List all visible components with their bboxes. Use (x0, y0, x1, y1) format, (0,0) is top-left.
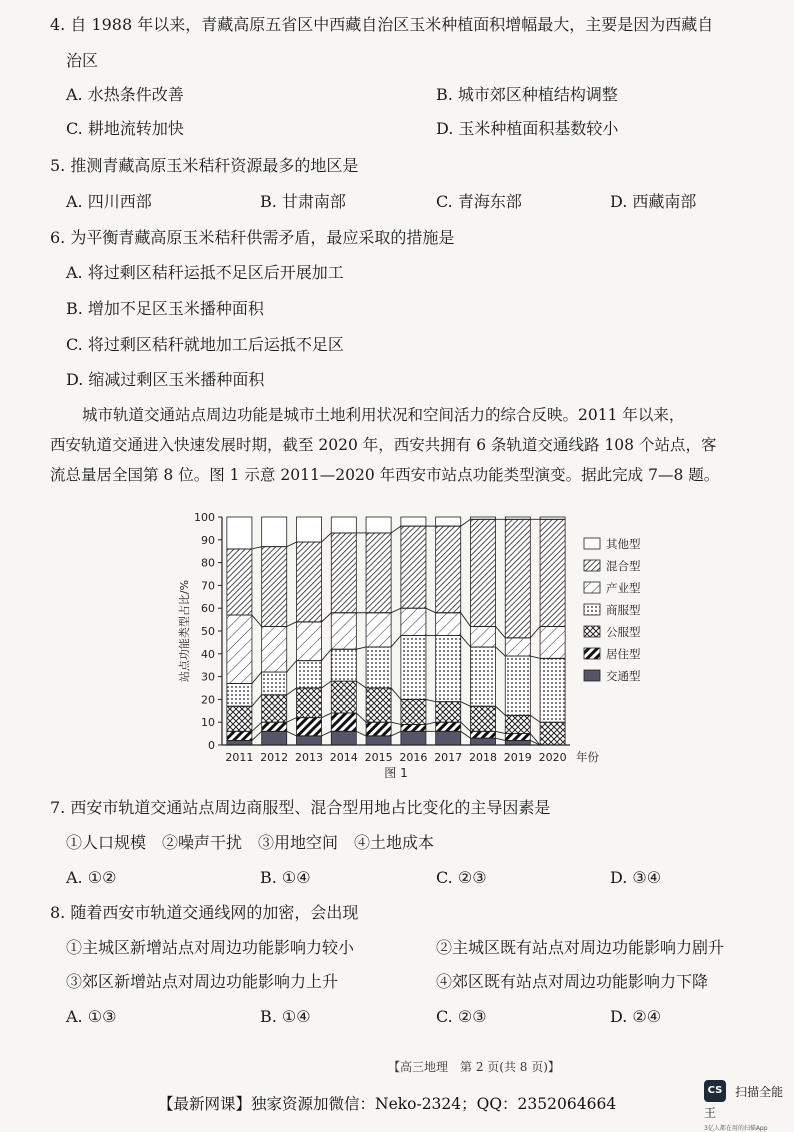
bar-segment (296, 542, 321, 622)
legend-swatch (584, 648, 600, 659)
bar-segment (540, 626, 565, 658)
q7-option-c: C. ②③ (436, 868, 487, 887)
y-tick-label: 30 (201, 670, 215, 684)
bar-segment (366, 736, 391, 745)
y-tick-label: 10 (201, 716, 215, 730)
bar-segment (366, 613, 391, 647)
bar-segment (331, 649, 356, 681)
legend-label: 公服型 (606, 625, 641, 639)
bar-segment (505, 715, 530, 733)
q6-option-b: B. 增加不足区玉米播种面积 (66, 299, 264, 318)
q5-option-b: B. 甘肃南部 (260, 192, 346, 211)
bar-segment (470, 647, 495, 706)
stacked-bar-chart (170, 505, 650, 780)
x-tick-label: 2017 (434, 751, 463, 764)
bar-segment (366, 688, 391, 722)
q6-option-c: C. 将过剩区秸秆就地加工后运抵不足区 (66, 335, 344, 354)
x-tick-label: 2018 (469, 751, 497, 764)
q6-stem: 6. 为平衡青藏高原玉米秸秆供需矛盾，最应采取的措施是 (50, 228, 455, 247)
bar-segment (331, 731, 356, 745)
bar-segment (401, 731, 426, 745)
bar-segment (470, 731, 495, 738)
legend-swatch (584, 670, 600, 681)
bar-segment (470, 738, 495, 745)
camscanner-title: 扫描全能王 (704, 1084, 784, 1120)
passage-line3: 流总量居全国第 8 位。图 1 示意 2011—2020 年西安市站点功能类型演变。据此完成 7—8 题。 (50, 466, 720, 484)
q8-item-1: ①主城区新增站点对周边功能影响力较小 (66, 938, 355, 957)
q7-option-a: A. ①② (66, 868, 117, 887)
x-tick-label: 2020 (538, 751, 567, 764)
bar-segment (227, 740, 252, 745)
q5-stem: 5. 推测青藏高原玉米秸秆资源最多的地区是 (50, 156, 359, 175)
q7-stem: 7. 西安市轨道交通站点周边商服型、混合型用地占比变化的主导因素是 (50, 798, 551, 817)
bar-segment (262, 626, 287, 672)
bar-segment (227, 549, 252, 615)
bar-segment (540, 519, 565, 626)
q8-option-d: D. ②④ (610, 1007, 662, 1026)
y-tick-label: 0 (208, 739, 215, 752)
bar-segment (540, 658, 565, 722)
q4-option-a: A. 水热条件改善 (66, 85, 184, 104)
q5-option-d: D. 西藏南部 (610, 192, 697, 211)
legend-swatch (584, 626, 600, 637)
legend-label: 其他型 (606, 537, 641, 551)
bar-segment (436, 731, 461, 745)
y-tick-label: 50 (201, 625, 215, 638)
bar-segment (505, 638, 530, 656)
bar-segment (331, 713, 356, 731)
y-tick-label: 60 (201, 602, 215, 616)
bar-segment (470, 519, 495, 626)
y-tick-label: 80 (201, 556, 215, 570)
bar-segment (436, 722, 461, 731)
bar-segment (505, 656, 530, 715)
bar-segment (401, 636, 426, 700)
camscanner-logo-icon: CS (704, 1080, 726, 1102)
passage (50, 400, 772, 490)
q5-option-c: C. 青海东部 (436, 192, 522, 211)
bar-segment (331, 517, 356, 533)
bar-segment (262, 695, 287, 722)
bar-segment (262, 672, 287, 695)
bar-segment (262, 722, 287, 731)
x-tick-label: 2016 (399, 751, 428, 764)
bar-segment (331, 533, 356, 613)
q7-option-b: B. ①④ (260, 868, 311, 887)
bar-segment (401, 517, 426, 526)
q6-option-d: D. 缩减过剩区玉米播种面积 (66, 370, 265, 389)
q4-option-b: B. 城市郊区种植结构调整 (436, 85, 618, 104)
x-tick-label: 2011 (225, 751, 254, 764)
bar-segment (470, 706, 495, 731)
q8-item-4: ④郊区既有站点对周边功能影响力下降 (436, 972, 709, 991)
q7-option-d: D. ③④ (610, 868, 662, 887)
bar-segment (227, 517, 252, 549)
bar-segment (436, 702, 461, 723)
bar-segment (227, 615, 252, 683)
bar-segment (227, 706, 252, 731)
q4-option-d: D. 玉米种植面积基数较小 (436, 119, 619, 138)
x-tick-label: 2019 (503, 751, 532, 764)
x-tick-label: 2015 (364, 751, 393, 764)
bar-segment (505, 519, 530, 638)
q8-option-b: B. ①④ (260, 1007, 311, 1026)
bar-segment (540, 722, 565, 745)
bar-segment (331, 681, 356, 713)
q6-option-a: A. 将过剩区秸秆运抵不足区后开展加工 (66, 263, 344, 282)
x-tick-label: 2012 (260, 751, 289, 764)
y-tick-label: 100 (194, 511, 215, 524)
bar-segment (470, 626, 495, 647)
y-axis-label: 站点功能类型占比/% (178, 579, 191, 683)
q4-option-c: C. 耕地流转加快 (66, 119, 184, 138)
bar-segment (262, 547, 287, 627)
legend-swatch (584, 604, 600, 615)
bar-segment (366, 647, 391, 688)
bar-segment (366, 517, 391, 533)
y-tick-label: 70 (201, 579, 215, 593)
bar-segment (366, 722, 391, 736)
bar-segment (296, 718, 321, 736)
bar-segment (436, 613, 461, 636)
bar-segment (436, 517, 461, 526)
passage-line2: 西安轨道交通进入快速发展时期，截至 2020 年，西安共拥有 6 条轨道交通线路 108 个站点，客 (50, 436, 717, 454)
q8-stem: 8. 随着西安市轨道交通线网的加密，会出现 (50, 903, 359, 922)
y-tick-label: 40 (201, 647, 215, 661)
camscanner-badge (704, 1080, 794, 1132)
q4-stem-line1: 4. 自 1988 年以来，青藏高原五省区中西藏自治区玉米种植面积增幅最大，主要是因为西藏自 (50, 15, 714, 34)
camscanner-subtitle: 3亿人都在用的扫描App (704, 1125, 768, 1132)
y-tick-label: 90 (201, 533, 215, 547)
legend-swatch (584, 582, 600, 593)
x-axis-label: 年份 (576, 750, 599, 764)
chart-figure-1 (170, 505, 650, 780)
bar-segment (366, 533, 391, 613)
bar-segment (401, 526, 426, 608)
q7-items: ①人口规模 ②噪声干扰 ③用地空间 ④土地成本 (66, 833, 435, 852)
y-tick-label: 20 (201, 693, 215, 707)
chart-title: 图 1 (384, 766, 408, 780)
q8-option-c: C. ②③ (436, 1007, 487, 1026)
bar-segment (401, 724, 426, 731)
bar-segment (436, 636, 461, 702)
bar-segment (296, 661, 321, 688)
bar-segment (227, 731, 252, 740)
x-tick-label: 2014 (329, 751, 358, 764)
legend-label: 交通型 (606, 669, 641, 683)
q5-option-a: A. 四川西部 (66, 192, 152, 211)
legend-label: 混合型 (606, 559, 641, 573)
q4-stem-line2: 治区 (66, 51, 99, 70)
q8-item-2: ②主城区既有站点对周边功能影响力剧升 (436, 938, 725, 957)
legend-label: 产业型 (606, 581, 641, 595)
legend-swatch (584, 538, 600, 549)
bar-segment (262, 731, 287, 745)
bar-segment (227, 683, 252, 706)
bar-segment (505, 734, 530, 741)
q8-item-3: ③郊区新增站点对周边功能影响力上升 (66, 972, 339, 991)
bar-segment (296, 688, 321, 718)
legend-label: 居住型 (606, 647, 641, 661)
bar-segment (436, 526, 461, 613)
ad-footer: 【最新网课】独家资源加微信：Neko-2324；QQ：2352064664 (158, 1095, 617, 1113)
bar-segment (401, 608, 426, 635)
q8-option-a: A. ①③ (66, 1007, 117, 1026)
bar-segment (505, 740, 530, 745)
bar-segment (401, 699, 426, 724)
bar-segment (296, 517, 321, 542)
bar-segment (331, 613, 356, 649)
page-footer: 【高三地理 第 2 页(共 8 页)】 (388, 1060, 560, 1074)
bar-segment (296, 622, 321, 661)
bar-segment (296, 736, 321, 745)
passage-line1: 城市轨道交通站点周边功能是城市土地利用状况和空间活力的综合反映。2011 年以来， (82, 406, 685, 424)
x-tick-label: 2013 (295, 751, 323, 764)
legend-swatch (584, 560, 600, 571)
bar-segment (262, 517, 287, 547)
legend-label: 商服型 (606, 603, 641, 617)
